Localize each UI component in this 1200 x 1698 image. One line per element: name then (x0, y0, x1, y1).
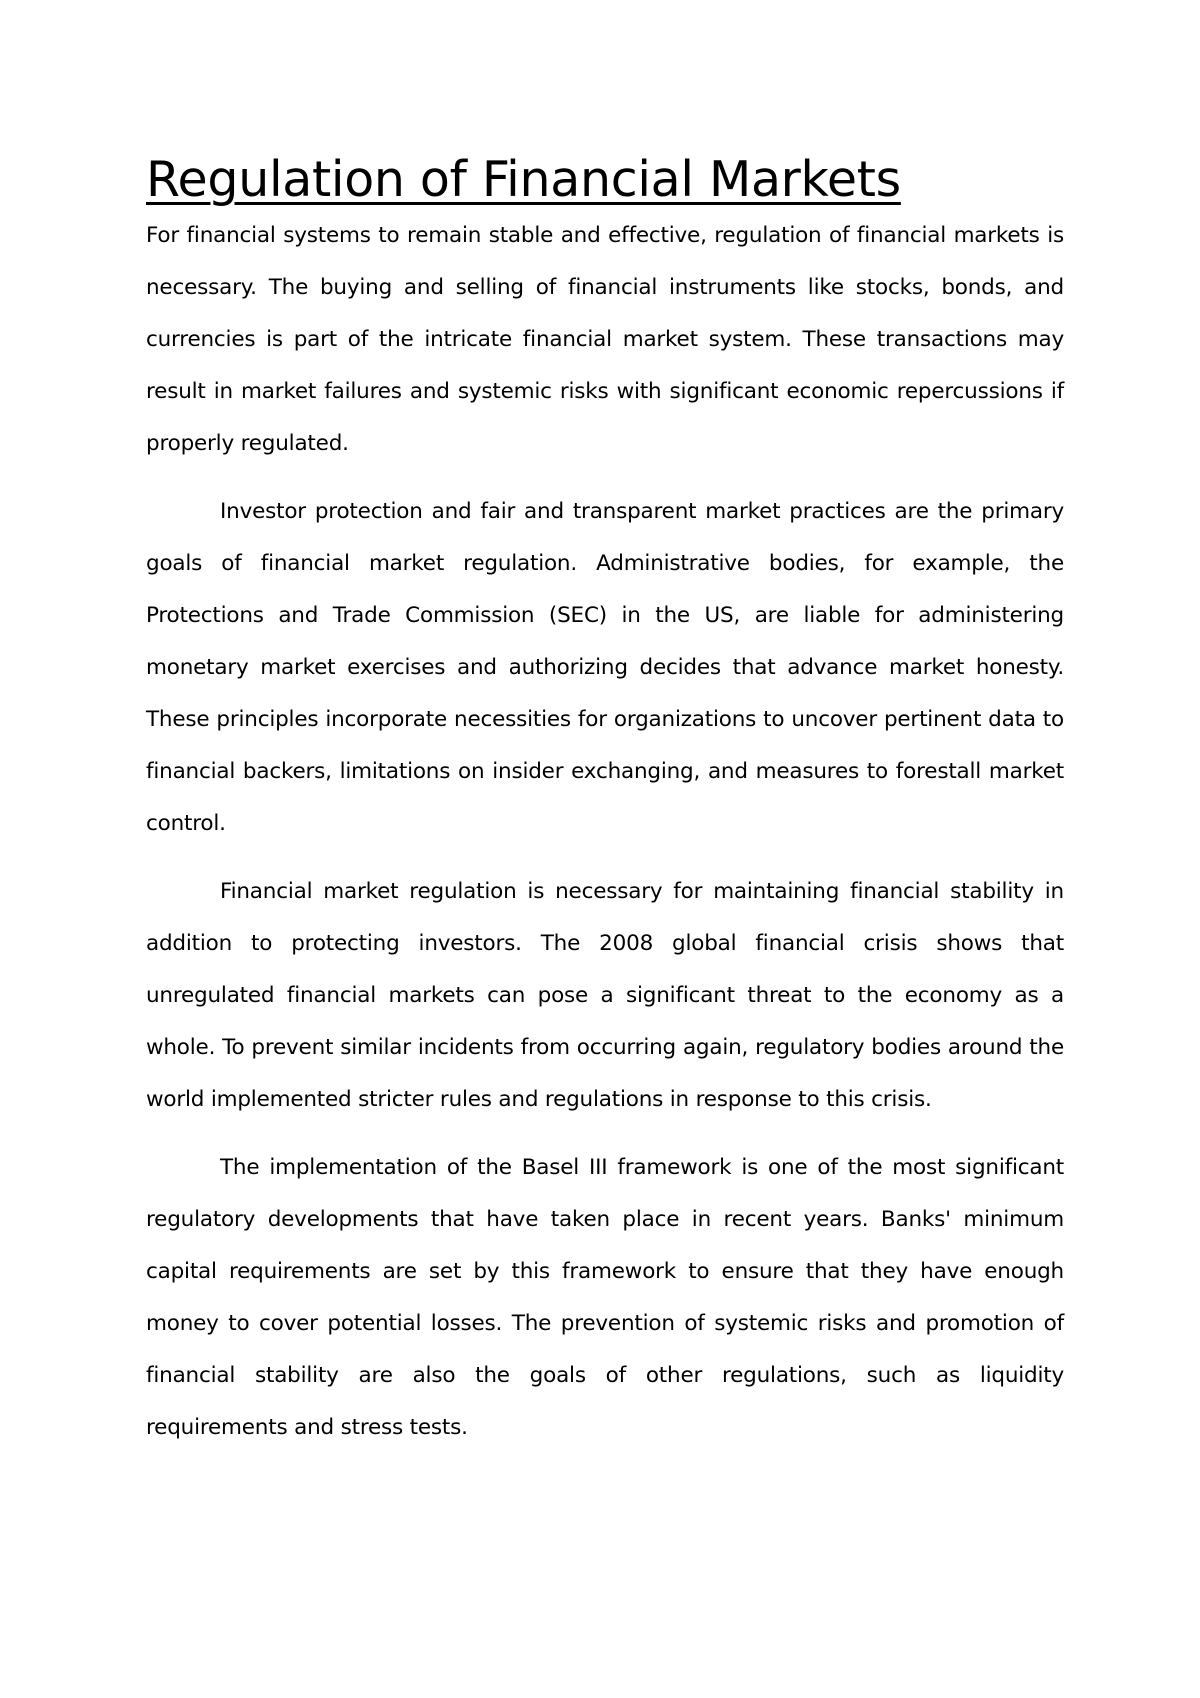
paragraph-1: For financial systems to remain stable and effective, regulation of financial markets is necessary. The buying and selling of financial instruments like stocks, bonds, and currencies is part of the intricate financial market system. These transactions may result in market failures and systemic risks with significant economic repercussions if properly regulated. (146, 223, 1064, 456)
document-title: Regulation of Financial Markets (146, 151, 901, 208)
document-body (146, 150, 1064, 1454)
paragraph-4: The implementation of the Basel III framework is one of the most significant regulatory developments that have taken place in recent years. Banks' minimum capital requirements are set by this framework to ensure that they have enough money to cover potential losses. The prevention of systemic risks and promotion of financial stability are also the goals of other regulations, such as liquidity requirements and stress tests. (146, 1155, 1064, 1440)
paragraph-3: Financial market regulation is necessary for maintaining financial stability in addition to protecting investors. The 2008 global financial crisis shows that unregulated financial markets can pose a significant threat to the economy as a whole. To prevent similar incidents from occurring again, regulatory bodies around the world implemented stricter rules and regulations in response to this crisis. (146, 879, 1064, 1112)
paragraph-2: Investor protection and fair and transparent market practices are the primary goals of financial market regulation. Administrative bodies, for example, the Protections and Trade Commission (SEC) in the US, are liable for administering monetary market exercises and authorizing decides that advance market honesty. These principles incorporate necessities for organizations to uncover pertinent data to financial backers, limitations on insider exchanging, and measures to forestall market control. (146, 499, 1064, 836)
